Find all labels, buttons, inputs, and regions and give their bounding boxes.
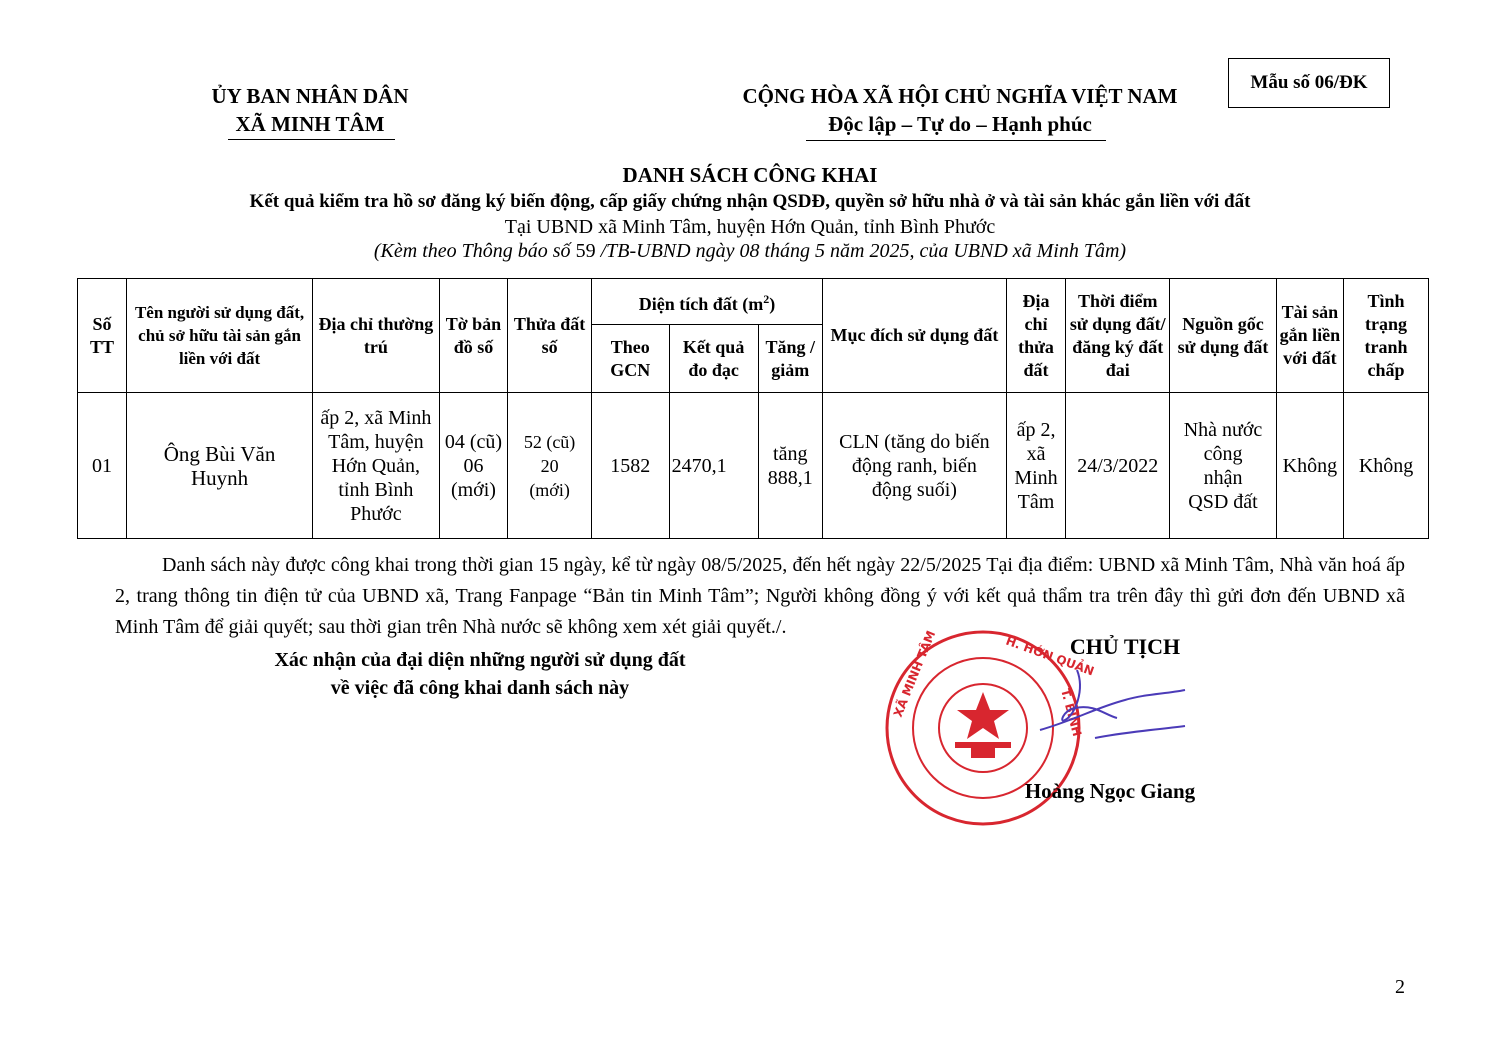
issuer-block <box>150 82 470 138</box>
col-dia-chi: Địa chỉ thường trú <box>313 279 440 393</box>
doc-title: DANH SÁCH CÔNG KHAI <box>622 163 878 187</box>
cell-ten: Ông Bùi Văn Huynh <box>127 393 313 539</box>
dien-tich-close: ) <box>769 293 776 314</box>
confirm-line1: Xác nhận của đại diện những người sử dụng đất <box>274 649 686 671</box>
cell-dia-chi-thua: ấp 2, xã Minh Tâm <box>1006 393 1065 539</box>
confirm-line2: về việc đã công khai danh sách này <box>330 677 630 699</box>
ref-mid: /TB-UBND ngày <box>595 240 740 262</box>
col-dia-chi-thua: Địa chỉ thửa đất <box>1006 279 1065 393</box>
col-thoi-diem: Thời điểm sử dụng đất/đăng ký đất đai <box>1066 279 1170 393</box>
ref-prefix: (Kèm theo Thông báo số <box>373 240 576 262</box>
issuer-line1: ỦY BAN NHÂN DÂN <box>211 84 409 108</box>
cell-tranh-chap: Không <box>1344 393 1429 539</box>
cell-so-tt: 01 <box>78 393 127 539</box>
col-tranh-chap: Tình trạng tranh chấp <box>1344 279 1429 393</box>
national-motto: Độc lập – Tự do – Hạnh phúc <box>828 112 1092 136</box>
signature-icon <box>1035 660 1195 750</box>
doc-location: Tại UBND xã Minh Tâm, huyện Hớn Quản, tỉnh Bình Phước <box>504 216 996 238</box>
dien-tich-sup: 2 <box>763 291 770 306</box>
cell-tang-giam: tăng 888,1 <box>758 393 822 539</box>
signer-name: Hoàng Ngọc Giang <box>1024 779 1196 803</box>
ref-number: 59 <box>575 240 596 262</box>
dien-tich-label: Diện tích đất (m <box>638 293 764 314</box>
motto-underline <box>806 140 1106 141</box>
cell-theo-gcn: 1582 <box>591 393 669 539</box>
col-theo-gcn: Theo GCN <box>591 325 669 393</box>
issuer-underline <box>228 139 395 140</box>
doc-subtitle: Kết quả kiểm tra hồ sơ đăng ký biến động, cấp giấy chứng nhận QSDĐ, quyền sở hữu nhà ở và tài sản khác gắn liền với đất <box>249 191 1251 212</box>
col-to-ban-do: Tờ bản đồ số <box>439 279 507 393</box>
col-ten: Tên người sử dụng đất, chủ sở hữu tài sản gắn liền với đất <box>127 279 313 393</box>
form-code-box: Mẫu số 06/ĐK <box>1228 58 1390 108</box>
notice-paragraph: Danh sách này được công khai trong thời gian 15 ngày, kể từ ngày 08/5/2025, đến hết ngày 22/5/2025 Tại địa điểm: UBND xã Minh Tâm, Nhà văn hoá ấp 2, trang thông tin điện tử của UBND xã, Trang Fanpage “Bản tin Minh Tâm”; Người không đồng ý với kết quả thẩm tra trên đây thì gửi đơn đến UBND xã Minh Tâm để giải quyết; sau thời gian trên Nhà nước sẽ không xem xét giải quyết./. <box>115 554 1405 638</box>
cell-thua-dat: 52 (cũ) 20 (mới) <box>508 393 592 539</box>
issuer-line2: XÃ MINH TÂM <box>235 112 385 136</box>
col-so-tt: Số TT <box>78 279 127 393</box>
ref-suffix: tháng 5 năm 2025, của UBND xã Minh Tâm) <box>759 240 1127 262</box>
svg-text:T. BÌNH: T. BÌNH <box>1058 687 1085 738</box>
svg-text:XÃ MINH TÂM: XÃ MINH TÂM <box>890 628 939 720</box>
cell-nguon-goc: Nhà nước công nhận QSD đất <box>1170 393 1276 539</box>
col-nguon-goc: Nguồn gốc sử dụng đất <box>1170 279 1276 393</box>
cell-dia-chi: ấp 2, xã Minh Tâm, huyện Hớn Quản, tỉnh Bình Phước <box>313 393 440 539</box>
confirmation-block <box>180 646 780 702</box>
page-number: 2 <box>1395 976 1405 998</box>
land-table <box>77 278 1429 539</box>
col-tai-san: Tài sản gắn liền với đất <box>1276 279 1343 393</box>
cell-to-ban-do: 04 (cũ) 06 (mới) <box>439 393 507 539</box>
col-tang-giam: Tăng / giảm <box>758 325 822 393</box>
cell-ket-qua: 2470,1 <box>669 393 758 539</box>
signer-title: CHỦ TỊCH <box>1069 634 1181 659</box>
col-ket-qua: Kết quả đo đạc <box>669 325 758 393</box>
col-dien-tich <box>591 279 822 325</box>
ref-day: 08 <box>739 240 760 262</box>
cell-thoi-diem: 24/3/2022 <box>1066 393 1170 539</box>
national-title: CỘNG HÒA XÃ HỘI CHỦ NGHĨA VIỆT NAM <box>742 84 1178 108</box>
col-muc-dich: Mục đích sử dụng đất <box>822 279 1006 393</box>
national-header <box>690 82 1230 138</box>
col-thua-dat: Thửa đất số <box>508 279 592 393</box>
cell-muc-dich: CLN (tăng do biến động ranh, biến động suối) <box>822 393 1006 539</box>
doc-reference <box>0 240 1500 263</box>
table-row <box>78 393 1429 539</box>
cell-tai-san: Không <box>1276 393 1343 539</box>
svg-text:H. HỚN QUẢN: H. HỚN QUẢN <box>1003 633 1096 679</box>
